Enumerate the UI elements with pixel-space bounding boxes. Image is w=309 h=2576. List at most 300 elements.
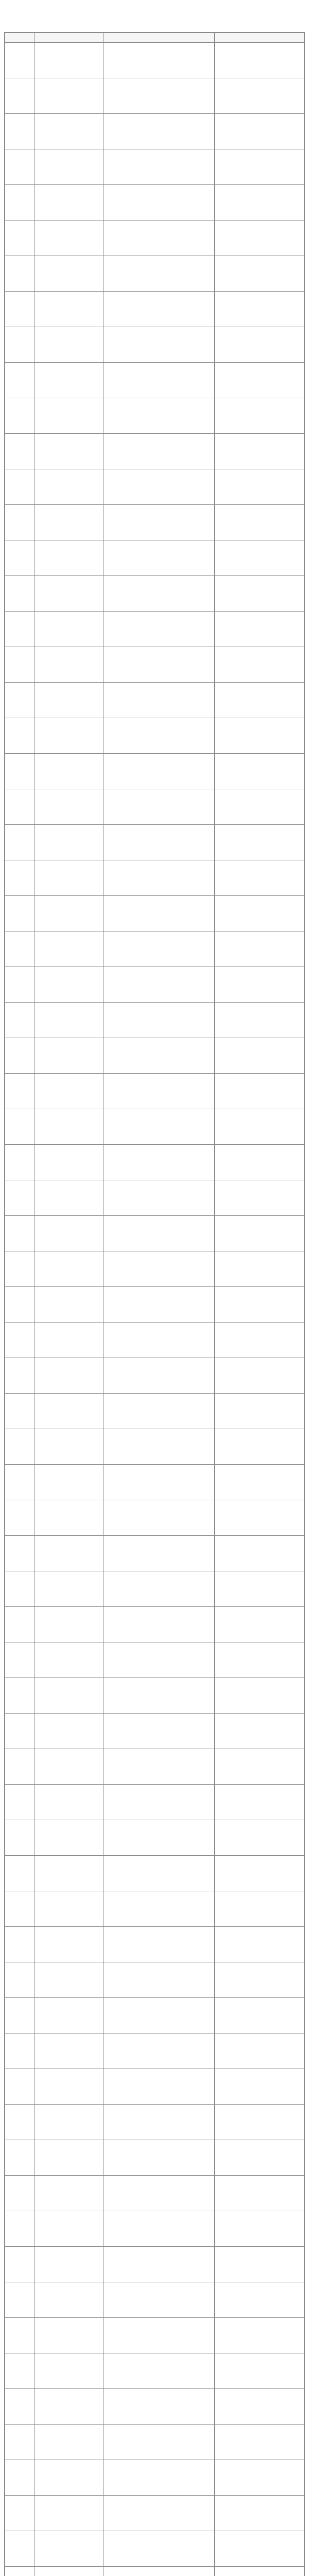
table-row (5, 2105, 304, 2140)
table-row (5, 789, 304, 825)
table-cell (35, 718, 104, 754)
table-row (5, 1216, 304, 1251)
document-title (4, 3, 305, 13)
table-cell (35, 1856, 104, 1891)
table-cell (5, 2033, 35, 2069)
table-row (5, 398, 304, 434)
table-row (5, 1145, 304, 1180)
table-cell (35, 114, 104, 149)
table-cell (104, 398, 214, 434)
table-cell (104, 1109, 214, 1145)
table-cell (104, 540, 214, 576)
table-cell (214, 1251, 304, 1287)
table-cell (5, 327, 35, 363)
table-cell (5, 1216, 35, 1251)
table-cell (35, 1714, 104, 1749)
table-row (5, 149, 304, 185)
table-row (5, 1003, 304, 1038)
table-cell (104, 1038, 214, 1074)
table-cell (35, 1109, 104, 1145)
table-cell (5, 2140, 35, 2176)
table-cell (5, 1785, 35, 1820)
table-row (5, 1607, 304, 1642)
table-cell (214, 2211, 304, 2247)
table-cell (5, 2176, 35, 2211)
table-cell (5, 1856, 35, 1891)
table-cell (214, 1074, 304, 1109)
table-row (5, 256, 304, 292)
table-cell (104, 754, 214, 789)
table-cell (5, 540, 35, 576)
table-cell (35, 1180, 104, 1216)
table-cell (104, 2425, 214, 2460)
table-cell (35, 2496, 104, 2531)
table-cell (5, 2211, 35, 2247)
table-cell (104, 1180, 214, 1216)
table-cell (35, 1358, 104, 1394)
table-cell (35, 2353, 104, 2389)
table-cell (104, 1465, 214, 1500)
table-cell (35, 1571, 104, 1607)
table-row (5, 2353, 304, 2389)
table-row (5, 683, 304, 718)
table-cell (214, 2282, 304, 2318)
table-cell (5, 1465, 35, 1500)
table-cell (35, 1429, 104, 1465)
table-cell (104, 2460, 214, 2496)
table-cell (35, 2531, 104, 2567)
table-cell (5, 576, 35, 612)
table-cell (35, 469, 104, 505)
table-cell (214, 1571, 304, 1607)
table-cell (5, 2460, 35, 2496)
table-cell (104, 2353, 214, 2389)
table-cell (5, 221, 35, 256)
table-header-cell (35, 33, 104, 43)
table-cell (35, 1465, 104, 1500)
data-table (5, 32, 304, 2576)
table-cell (35, 149, 104, 185)
table-cell (5, 363, 35, 398)
table-cell (104, 1998, 214, 2033)
table-cell (5, 1607, 35, 1642)
table-cell (104, 2105, 214, 2140)
table-cell (35, 1678, 104, 1714)
table-cell (104, 1785, 214, 1820)
table-cell (35, 2211, 104, 2247)
table-cell (104, 1358, 214, 1394)
document-subtitle (4, 14, 305, 23)
table-cell (5, 2105, 35, 2140)
table-cell (5, 1109, 35, 1145)
table-cell (214, 2496, 304, 2531)
table-cell (214, 2105, 304, 2140)
table-row (5, 327, 304, 363)
table-row (5, 1287, 304, 1323)
table-cell (5, 2069, 35, 2105)
table-cell (104, 1891, 214, 1927)
table-cell (5, 1500, 35, 1536)
table-cell (214, 469, 304, 505)
table-cell (214, 1429, 304, 1465)
table-cell (104, 2069, 214, 2105)
table-cell (104, 2282, 214, 2318)
table-cell (35, 2033, 104, 2069)
table-cell (104, 2211, 214, 2247)
table-cell (5, 1287, 35, 1323)
table-cell (35, 78, 104, 114)
table-cell (5, 469, 35, 505)
table-cell (214, 612, 304, 647)
table-cell (104, 789, 214, 825)
table-cell (104, 363, 214, 398)
table-cell (35, 434, 104, 469)
table-row (5, 1678, 304, 1714)
table-cell (214, 363, 304, 398)
table-cell (35, 2105, 104, 2140)
table-cell (104, 1927, 214, 1962)
table-row (5, 1074, 304, 1109)
table-cell (104, 434, 214, 469)
table-cell (5, 505, 35, 540)
table-cell (104, 647, 214, 683)
table-cell (104, 1323, 214, 1358)
table-cell (35, 1536, 104, 1571)
table-cell (5, 114, 35, 149)
table-row (5, 469, 304, 505)
table-cell (214, 327, 304, 363)
table-cell (214, 1394, 304, 1429)
table-cell (104, 2496, 214, 2531)
table-cell (104, 2176, 214, 2211)
table-cell (35, 647, 104, 683)
table-cell (5, 825, 35, 860)
table-cell (104, 967, 214, 1003)
table-cell (104, 896, 214, 931)
table-row (5, 1500, 304, 1536)
table-cell (214, 647, 304, 683)
table-cell (35, 2460, 104, 2496)
table-cell (5, 2425, 35, 2460)
table-cell (214, 1180, 304, 1216)
table-cell (104, 1429, 214, 1465)
table-cell (104, 1571, 214, 1607)
table-header-cell (214, 33, 304, 43)
table-cell (35, 43, 104, 78)
table-row (5, 292, 304, 327)
table-cell (104, 1074, 214, 1109)
table-cell (35, 256, 104, 292)
table-cell (35, 612, 104, 647)
table-cell (104, 469, 214, 505)
table-row (5, 2033, 304, 2069)
table-cell (214, 860, 304, 896)
table-cell (104, 1251, 214, 1287)
table-cell (5, 754, 35, 789)
table-cell (104, 149, 214, 185)
table-cell (35, 1251, 104, 1287)
table-cell (5, 2318, 35, 2353)
table-cell (214, 1749, 304, 1785)
table-cell (104, 1003, 214, 1038)
table-cell (104, 2318, 214, 2353)
table-row (5, 1038, 304, 1074)
table-cell (214, 398, 304, 434)
table-cell (214, 1323, 304, 1358)
table-cell (104, 931, 214, 967)
table-cell (214, 114, 304, 149)
table-cell (214, 1500, 304, 1536)
table-cell (214, 825, 304, 860)
table-cell (214, 896, 304, 931)
table-cell (214, 1465, 304, 1500)
table-cell (5, 1038, 35, 1074)
table-cell (35, 1287, 104, 1323)
table-cell (5, 149, 35, 185)
table-cell (214, 789, 304, 825)
table-cell (35, 1962, 104, 1998)
table-cell (35, 1785, 104, 1820)
data-table-container (4, 32, 305, 2576)
table-cell (35, 505, 104, 540)
table-row (5, 1749, 304, 1785)
table-header-cell (5, 33, 35, 43)
table-cell (35, 398, 104, 434)
table-cell (5, 1536, 35, 1571)
table-cell (214, 1962, 304, 1998)
table-cell (214, 256, 304, 292)
table-cell (35, 292, 104, 327)
table-cell (104, 2033, 214, 2069)
table-cell (5, 860, 35, 896)
table-cell (214, 2247, 304, 2282)
table-row (5, 2496, 304, 2531)
table-cell (35, 789, 104, 825)
table-cell (104, 1145, 214, 1180)
table-row (5, 1642, 304, 1678)
table-cell (5, 1820, 35, 1856)
table-cell (214, 1642, 304, 1678)
table-row (5, 860, 304, 896)
table-cell (35, 1074, 104, 1109)
table-body (5, 43, 304, 2576)
table-cell (35, 1216, 104, 1251)
table-row (5, 2211, 304, 2247)
table-cell (214, 1003, 304, 1038)
table-cell (35, 1998, 104, 2033)
table-cell (5, 789, 35, 825)
table-cell (214, 149, 304, 185)
table-row (5, 78, 304, 114)
table-cell (104, 78, 214, 114)
table-row (5, 1785, 304, 1820)
table-row (5, 1109, 304, 1145)
table-cell (104, 114, 214, 149)
table-cell (5, 1642, 35, 1678)
table-row (5, 754, 304, 789)
table-cell (104, 1607, 214, 1642)
table-row (5, 2247, 304, 2282)
table-cell (5, 1714, 35, 1749)
table-row (5, 896, 304, 931)
table-cell (104, 1536, 214, 1571)
table-cell (35, 1323, 104, 1358)
table-cell (214, 2425, 304, 2460)
table-cell (214, 2033, 304, 2069)
table-cell (5, 434, 35, 469)
table-cell (5, 1074, 35, 1109)
table-cell (5, 1571, 35, 1607)
table-cell (104, 1287, 214, 1323)
table-cell (104, 505, 214, 540)
table-cell (35, 363, 104, 398)
table-cell (214, 2176, 304, 2211)
table-cell (214, 2567, 304, 2576)
table-row (5, 1891, 304, 1927)
table-cell (214, 1998, 304, 2033)
table-cell (214, 1891, 304, 1927)
table-row (5, 2176, 304, 2211)
table-cell (5, 896, 35, 931)
table-cell (104, 185, 214, 221)
table-cell (35, 1145, 104, 1180)
table-cell (214, 1607, 304, 1642)
table-cell (5, 2496, 35, 2531)
table-header-row (5, 33, 304, 43)
table-cell (104, 1820, 214, 1856)
table-row (5, 1465, 304, 1500)
table-cell (5, 1998, 35, 2033)
table-cell (5, 2353, 35, 2389)
table-cell (35, 576, 104, 612)
table-cell (104, 576, 214, 612)
table-cell (35, 185, 104, 221)
table-row (5, 1180, 304, 1216)
table-cell (214, 967, 304, 1003)
table-row (5, 2531, 304, 2567)
table-cell (35, 1500, 104, 1536)
table-cell (104, 2389, 214, 2425)
table-cell (5, 2247, 35, 2282)
table-row (5, 2140, 304, 2176)
table-row (5, 825, 304, 860)
table-cell (104, 2140, 214, 2176)
table-header-cell (104, 33, 214, 43)
table-cell (104, 612, 214, 647)
table-cell (104, 1962, 214, 1998)
table-cell (5, 1003, 35, 1038)
table-cell (214, 2389, 304, 2425)
table-row (5, 1820, 304, 1856)
table-row (5, 1429, 304, 1465)
document-header (4, 3, 305, 33)
table-cell (5, 1927, 35, 1962)
table-cell (104, 860, 214, 896)
table-cell (5, 43, 35, 78)
table-cell (5, 185, 35, 221)
table-cell (35, 2425, 104, 2460)
table-cell (35, 1820, 104, 1856)
table-cell (35, 683, 104, 718)
table-cell (104, 1394, 214, 1429)
table-cell (214, 1927, 304, 1962)
table-cell (104, 256, 214, 292)
table-cell (104, 1714, 214, 1749)
table-row (5, 1962, 304, 1998)
table-cell (214, 1856, 304, 1891)
table-cell (5, 1251, 35, 1287)
table-cell (35, 1394, 104, 1429)
table-row (5, 363, 304, 398)
table-cell (35, 2567, 104, 2576)
table-cell (5, 2282, 35, 2318)
table-cell (214, 576, 304, 612)
table-cell (5, 78, 35, 114)
table-row (5, 1358, 304, 1394)
table-cell (35, 1891, 104, 1927)
table-cell (35, 2069, 104, 2105)
table-cell (104, 683, 214, 718)
table-row (5, 931, 304, 967)
table-cell (104, 221, 214, 256)
table-cell (5, 967, 35, 1003)
table-cell (214, 434, 304, 469)
table-row (5, 1714, 304, 1749)
table-cell (214, 1038, 304, 1074)
table-row (5, 434, 304, 469)
table-cell (35, 825, 104, 860)
table-cell (35, 1038, 104, 1074)
table-row (5, 1856, 304, 1891)
table-cell (35, 896, 104, 931)
table-cell (214, 1145, 304, 1180)
table-row (5, 43, 304, 78)
table-cell (5, 256, 35, 292)
table-row (5, 505, 304, 540)
table-cell (104, 43, 214, 78)
table-cell (35, 1927, 104, 1962)
table-cell (214, 1287, 304, 1323)
table-cell (214, 505, 304, 540)
table-cell (214, 754, 304, 789)
table-row (5, 2318, 304, 2353)
table-cell (214, 1820, 304, 1856)
table-cell (214, 1109, 304, 1145)
table-row (5, 114, 304, 149)
table-cell (35, 540, 104, 576)
table-row (5, 576, 304, 612)
table-cell (214, 2318, 304, 2353)
table-cell (104, 718, 214, 754)
table-cell (5, 2389, 35, 2425)
table-row (5, 2282, 304, 2318)
table-cell (5, 1678, 35, 1714)
table-cell (214, 78, 304, 114)
table-row (5, 540, 304, 576)
table-row (5, 2425, 304, 2460)
table-cell (35, 2176, 104, 2211)
table-row (5, 185, 304, 221)
table-cell (5, 931, 35, 967)
table-cell (5, 1891, 35, 1927)
table-row (5, 718, 304, 754)
table-cell (35, 1642, 104, 1678)
table-cell (35, 2389, 104, 2425)
table-cell (214, 2069, 304, 2105)
table-cell (104, 2567, 214, 2576)
table-row (5, 1394, 304, 1429)
table-cell (5, 718, 35, 754)
